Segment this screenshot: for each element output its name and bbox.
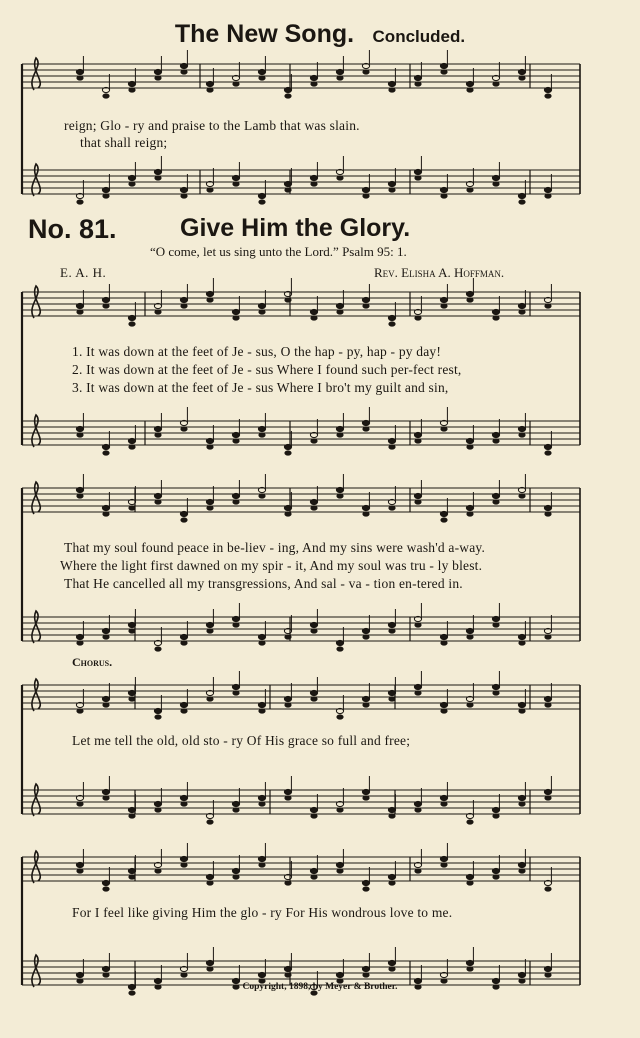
chorus-lyric-line-2: For I feel like giving Him the glo - ry For His wondrous love to me. <box>72 905 453 920</box>
bass-staff-3 <box>22 603 580 652</box>
treble-staff-5 <box>22 843 580 892</box>
copyright-notice: Copyright, 1898, by Meyer & Brother. <box>242 982 398 992</box>
treble-staff-4 <box>22 671 580 720</box>
hymn-title: Give Him the Glory. <box>180 214 411 242</box>
lyricist-credit: Rev. Elisha A. Hoffman. <box>374 265 505 280</box>
treble-staff-3 <box>22 474 580 523</box>
previous-lyric-line-1: reign; Glo - ry and praise to the Lamb that was slain. <box>64 118 360 133</box>
bass-staff-1 <box>22 156 580 205</box>
previous-hymn-status: Concluded. <box>372 27 466 46</box>
hymn-number: No. 81. <box>28 214 117 244</box>
composer-initials: E. A. H. <box>60 265 107 280</box>
verse-1-line-b: That my soul found peace in be-liev - ing, And my sins were wash'd a-way. <box>64 540 486 555</box>
previous-hymn-heading <box>0 20 640 49</box>
verse-3-line-a: 3. It was down at the feet of Je - sus Where I bro't my guilt and sin, <box>72 380 449 395</box>
verse-2-line-a: 2. It was down at the feet of Je - sus Where I found such per-fect rest, <box>72 362 462 377</box>
verse-2-line-b: Where the light first dawned on my spir - it, And my soul was tru - ly blest. <box>60 558 483 573</box>
verse-1-line-a: 1. It was down at the feet of Je - sus, O the hap - py, hap - py day! <box>72 344 442 359</box>
previous-lyric-line-2: that shall reign; <box>80 135 168 150</box>
treble-staff-2 <box>22 278 580 327</box>
bass-staff-4 <box>22 776 580 825</box>
treble-staff-1 <box>22 50 580 99</box>
chorus-lyric-line-1: Let me tell the old, old sto - ry Of His grace so full and free; <box>72 733 411 748</box>
scripture-reference: “O come, let us sing unto the Lord.” Psalm 95: 1. <box>150 244 407 259</box>
chorus-label: Chorus. <box>72 655 113 669</box>
previous-hymn-title: The New Song. <box>174 20 355 48</box>
bass-staff-2 <box>22 407 580 456</box>
verse-3-line-b: That He cancelled all my transgressions, And sal - va - tion en-tered in. <box>64 576 463 591</box>
